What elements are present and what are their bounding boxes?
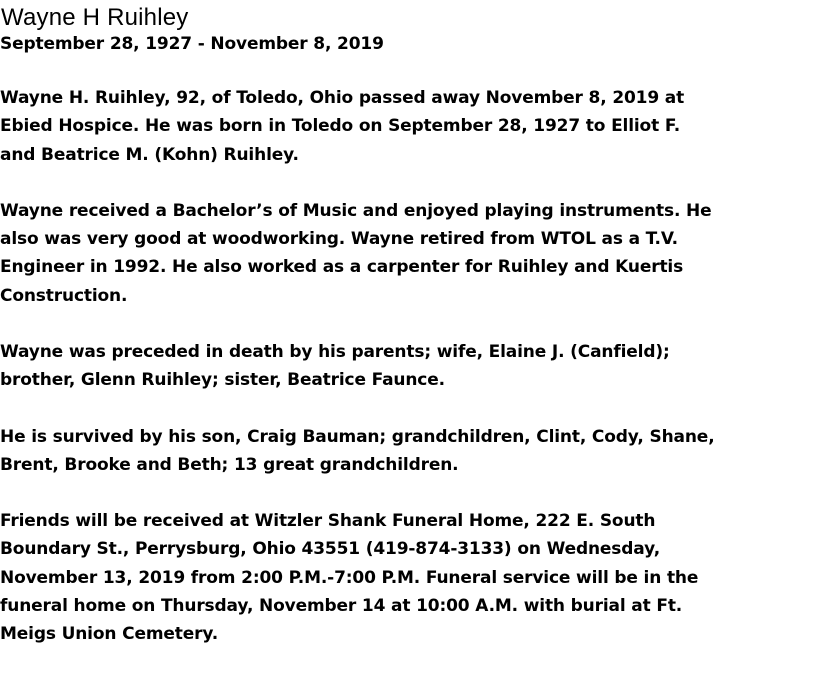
obituary-title: Wayne H Ruihley <box>1 4 189 31</box>
text-line: Boundary St., Perrysburg, Ohio 43551 (419-874-3133) on Wednesday, <box>0 539 661 560</box>
text-line: He is survived by his son, Craig Bauman; grandchildren, Clint, Cody, Shane, <box>0 426 715 447</box>
paragraph-gap <box>0 169 819 197</box>
text-line: Construction. <box>0 285 128 306</box>
text-line: Meigs Union Cemetery. <box>0 623 219 644</box>
text-line: Wayne was preceded in death by his parents; wife, Elaine J. (Canfield); <box>0 341 670 362</box>
text-line: Friends will be received at Witzler Shank Funeral Home, 222 E. South <box>0 511 656 532</box>
paragraph-gap <box>0 310 819 338</box>
paragraph-preceded <box>0 338 819 394</box>
text-line: funeral home on Thursday, November 14 at 10:00 A.M. with burial at Ft. <box>0 595 683 616</box>
text-line: and Beatrice M. (Kohn) Ruihley. <box>0 144 299 165</box>
text-line: Engineer in 1992. He also worked as a carpenter for Ruihley and Kuertis <box>0 257 684 278</box>
paragraph-survived <box>0 423 819 479</box>
text-line: also was very good at woodworking. Wayne retired from WTOL as a T.V. <box>0 229 678 250</box>
paragraph-passing <box>0 84 819 169</box>
paragraph-career <box>0 197 819 310</box>
obituary-body <box>0 84 819 648</box>
life-dates: September 28, 1927 - November 8, 2019 <box>0 34 384 54</box>
text-line: Wayne H. Ruihley, 92, of Toledo, Ohio passed away November 8, 2019 at <box>0 88 685 109</box>
text-line: Ebied Hospice. He was born in Toledo on September 28, 1927 to Elliot F. <box>0 116 681 137</box>
obituary-document <box>0 4 819 648</box>
text-line: Brent, Brooke and Beth; 13 great grandchildren. <box>0 454 459 475</box>
text-line: Wayne received a Bachelor’s of Music and enjoyed playing instruments. He <box>0 200 712 221</box>
paragraph-gap <box>0 56 819 84</box>
paragraph-gap <box>0 479 819 507</box>
text-line: November 13, 2019 from 2:00 P.M.-7:00 P.M. Funeral service will be in the <box>0 567 699 588</box>
paragraph-gap <box>0 394 819 422</box>
text-line: brother, Glenn Ruihley; sister, Beatrice Faunce. <box>0 370 445 391</box>
paragraph-services <box>0 507 819 648</box>
